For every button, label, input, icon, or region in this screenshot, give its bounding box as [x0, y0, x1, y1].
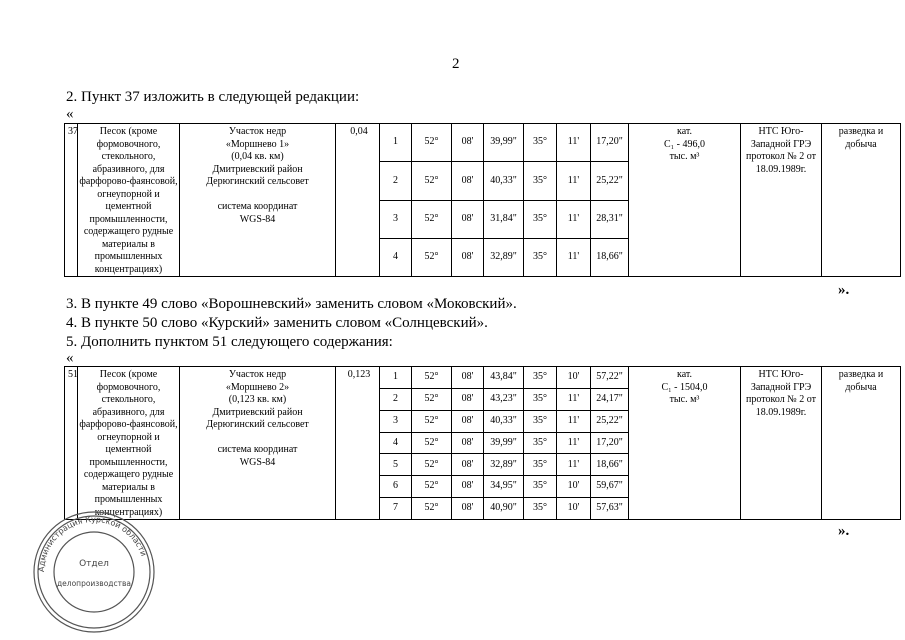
mineral-description: Песок (кроме формовочного, стекольного, абразивного, для фарфорово-фаянсовой, огнеупорной и цементной промышленности, содержащего рудные материалы в промышленных концентрациях): [78, 367, 180, 520]
lat-degrees: 52°: [412, 124, 452, 162]
site-description-line: Дерюгинский сельсовет: [206, 176, 309, 187]
reserves-line: тыс. м³: [669, 151, 700, 162]
point-number: 5: [380, 454, 412, 476]
lat-degrees: 52°: [412, 498, 452, 520]
lat-degrees: 52°: [412, 454, 452, 476]
lon-seconds: 17,20": [591, 124, 629, 162]
point-number: 1: [380, 367, 412, 389]
point-number: 4: [380, 238, 412, 276]
item-5-open-quote: «: [66, 350, 74, 366]
site-description-line: система координат: [217, 444, 298, 455]
lon-seconds: 25,22": [591, 410, 629, 432]
point-number: 2: [380, 388, 412, 410]
item-3-text: 3. В пункте 49 слово «Ворошневский» заменить словом «Моковский».: [66, 296, 517, 312]
item-2-close-quote: ».: [838, 282, 850, 298]
lat-degrees: 52°: [412, 388, 452, 410]
lon-degrees: 35°: [524, 498, 557, 520]
usage-purpose: [822, 124, 901, 277]
lon-seconds: 24,17": [591, 388, 629, 410]
lon-degrees: 35°: [524, 476, 557, 498]
item-5-heading: 5. Дополнить пунктом 51 следующего содержания:: [66, 334, 393, 350]
site-description-line: [180, 189, 335, 202]
site-description-line: «Моршнево 1»: [225, 138, 290, 150]
lat-degrees: 52°: [412, 476, 452, 498]
deposit-table-51: [64, 366, 901, 520]
site-area: 0,123: [336, 367, 380, 520]
lon-seconds: 18,66": [591, 238, 629, 276]
lat-minutes: 08': [452, 410, 484, 432]
lat-seconds: 39,99": [484, 124, 524, 162]
reserves-line: С₁ - 496,0: [664, 138, 705, 150]
reserves-line: кат.: [676, 369, 692, 380]
approval-protocol: [741, 367, 822, 520]
site-description-line: Участок недр: [228, 126, 287, 137]
lon-minutes: 10': [557, 476, 591, 498]
point-number: 1: [380, 124, 412, 162]
site-description-line: Дмитриевский район: [212, 163, 303, 175]
reserves-line: тыс. м³: [669, 394, 700, 405]
lat-minutes: 08': [452, 432, 484, 454]
lat-minutes: 08': [452, 162, 484, 200]
lon-minutes: 11': [557, 388, 591, 410]
site-description-line: Дмитриевский район: [212, 406, 303, 418]
site-description-line: WGS-84: [239, 456, 276, 468]
lon-minutes: 10': [557, 498, 591, 520]
lat-seconds: 31,84": [484, 200, 524, 238]
site-description-line: Дерюгинский сельсовет: [206, 419, 309, 430]
lat-degrees: 52°: [412, 432, 452, 454]
approval-protocol-line: Западной ГРЭ: [750, 138, 812, 150]
lat-seconds: 40,33": [484, 162, 524, 200]
reserves-line: С₁ - 1504,0: [661, 381, 708, 393]
lat-degrees: 52°: [412, 162, 452, 200]
lon-seconds: 18,66": [591, 454, 629, 476]
coordinate-row: [65, 124, 901, 162]
point-number: 7: [380, 498, 412, 520]
lon-degrees: 35°: [524, 238, 557, 276]
reserves: [629, 124, 741, 277]
lat-seconds: 39,99": [484, 432, 524, 454]
deposit-table-37: [64, 123, 901, 277]
usage-purpose-line: разведка и: [838, 369, 884, 380]
approval-protocol-line: 18.09.1989г.: [755, 163, 807, 175]
stamp-center-line-1: Отдел: [79, 559, 109, 569]
lat-seconds: 40,90": [484, 498, 524, 520]
site-description: [180, 367, 336, 520]
lon-seconds: 17,20": [591, 432, 629, 454]
site-description: [180, 124, 336, 277]
point-number: 3: [380, 200, 412, 238]
lat-seconds: 40,33": [484, 410, 524, 432]
item-5-close-quote: ».: [838, 523, 850, 539]
lat-degrees: 52°: [412, 238, 452, 276]
lon-seconds: 28,31": [591, 200, 629, 238]
lat-seconds: 32,89": [484, 238, 524, 276]
lon-degrees: 35°: [524, 162, 557, 200]
lon-minutes: 10': [557, 367, 591, 389]
site-description-line: (0,123 кв. км): [228, 394, 287, 405]
site-description-line: [180, 432, 335, 445]
usage-purpose-line: добыча: [845, 138, 877, 150]
lon-minutes: 11': [557, 410, 591, 432]
site-description-line: «Моршнево 2»: [225, 381, 290, 393]
item-2-heading: 2. Пункт 37 изложить в следующей редакции:: [66, 89, 360, 105]
approval-protocol-line: протокол № 2 от: [746, 394, 816, 405]
site-description-line: Участок недр: [228, 369, 287, 380]
point-number: 4: [380, 432, 412, 454]
approval-protocol: [741, 124, 822, 277]
lat-minutes: 08': [452, 476, 484, 498]
lat-seconds: 32,89": [484, 454, 524, 476]
lon-degrees: 35°: [524, 432, 557, 454]
usage-purpose: [822, 367, 901, 520]
lat-degrees: 52°: [412, 367, 452, 389]
approval-protocol-line: протокол № 2 от: [746, 151, 816, 162]
approval-protocol-line: НТС Юго-: [758, 126, 804, 137]
item-number: 51: [65, 367, 78, 520]
usage-purpose-line: добыча: [845, 381, 877, 393]
item-4-text: 4. В пункте 50 слово «Курский» заменить словом «Солнцевский».: [66, 315, 488, 331]
lat-minutes: 08': [452, 388, 484, 410]
reserves: [629, 367, 741, 520]
lon-degrees: 35°: [524, 388, 557, 410]
lat-seconds: 34,95": [484, 476, 524, 498]
page-number: 2: [452, 56, 460, 72]
site-description-line: WGS-84: [239, 213, 276, 225]
coordinate-row: [65, 367, 901, 389]
approval-protocol-line: 18.09.1989г.: [755, 406, 807, 418]
lon-minutes: 11': [557, 162, 591, 200]
point-number: 6: [380, 476, 412, 498]
lon-seconds: 25,22": [591, 162, 629, 200]
lat-minutes: 08': [452, 124, 484, 162]
lat-minutes: 08': [452, 454, 484, 476]
lon-degrees: 35°: [524, 124, 557, 162]
item-2-open-quote: «: [66, 106, 74, 122]
lat-degrees: 52°: [412, 410, 452, 432]
reserves-line: кат.: [676, 126, 692, 137]
lon-minutes: 11': [557, 124, 591, 162]
official-seal-stamp: [30, 508, 158, 636]
point-number: 2: [380, 162, 412, 200]
lon-minutes: 11': [557, 200, 591, 238]
lat-minutes: 08': [452, 238, 484, 276]
lat-seconds: 43,84": [484, 367, 524, 389]
lon-minutes: 11': [557, 454, 591, 476]
lon-seconds: 57,63": [591, 498, 629, 520]
point-number: 3: [380, 410, 412, 432]
lat-degrees: 52°: [412, 200, 452, 238]
lat-minutes: 08': [452, 498, 484, 520]
lon-minutes: 11': [557, 432, 591, 454]
mineral-description: Песок (кроме формовочного, стекольного, абразивного, для фарфорово-фаянсовой, огнеупорной и цементной промышленности, содержащего рудные материалы в промышленных концентрациях): [78, 124, 180, 277]
lat-minutes: 08': [452, 367, 484, 389]
lon-minutes: 11': [557, 238, 591, 276]
lat-seconds: 43,23": [484, 388, 524, 410]
site-description-line: система координат: [217, 201, 298, 212]
lon-degrees: 35°: [524, 454, 557, 476]
approval-protocol-line: Западной ГРЭ: [750, 381, 812, 393]
stamp-center-line-2: делопроизводства: [56, 579, 132, 588]
lon-degrees: 35°: [524, 200, 557, 238]
site-area: 0,04: [336, 124, 380, 277]
lon-degrees: 35°: [524, 410, 557, 432]
lon-seconds: 59,67": [591, 476, 629, 498]
site-description-line: (0,04 кв. км): [231, 151, 284, 162]
lon-seconds: 57,22": [591, 367, 629, 389]
stamp-ring-text: Администрация Курской области: [36, 514, 149, 573]
lat-minutes: 08': [452, 200, 484, 238]
lon-degrees: 35°: [524, 367, 557, 389]
usage-purpose-line: разведка и: [838, 126, 884, 137]
item-number: 37: [65, 124, 78, 277]
approval-protocol-line: НТС Юго-: [758, 369, 804, 380]
